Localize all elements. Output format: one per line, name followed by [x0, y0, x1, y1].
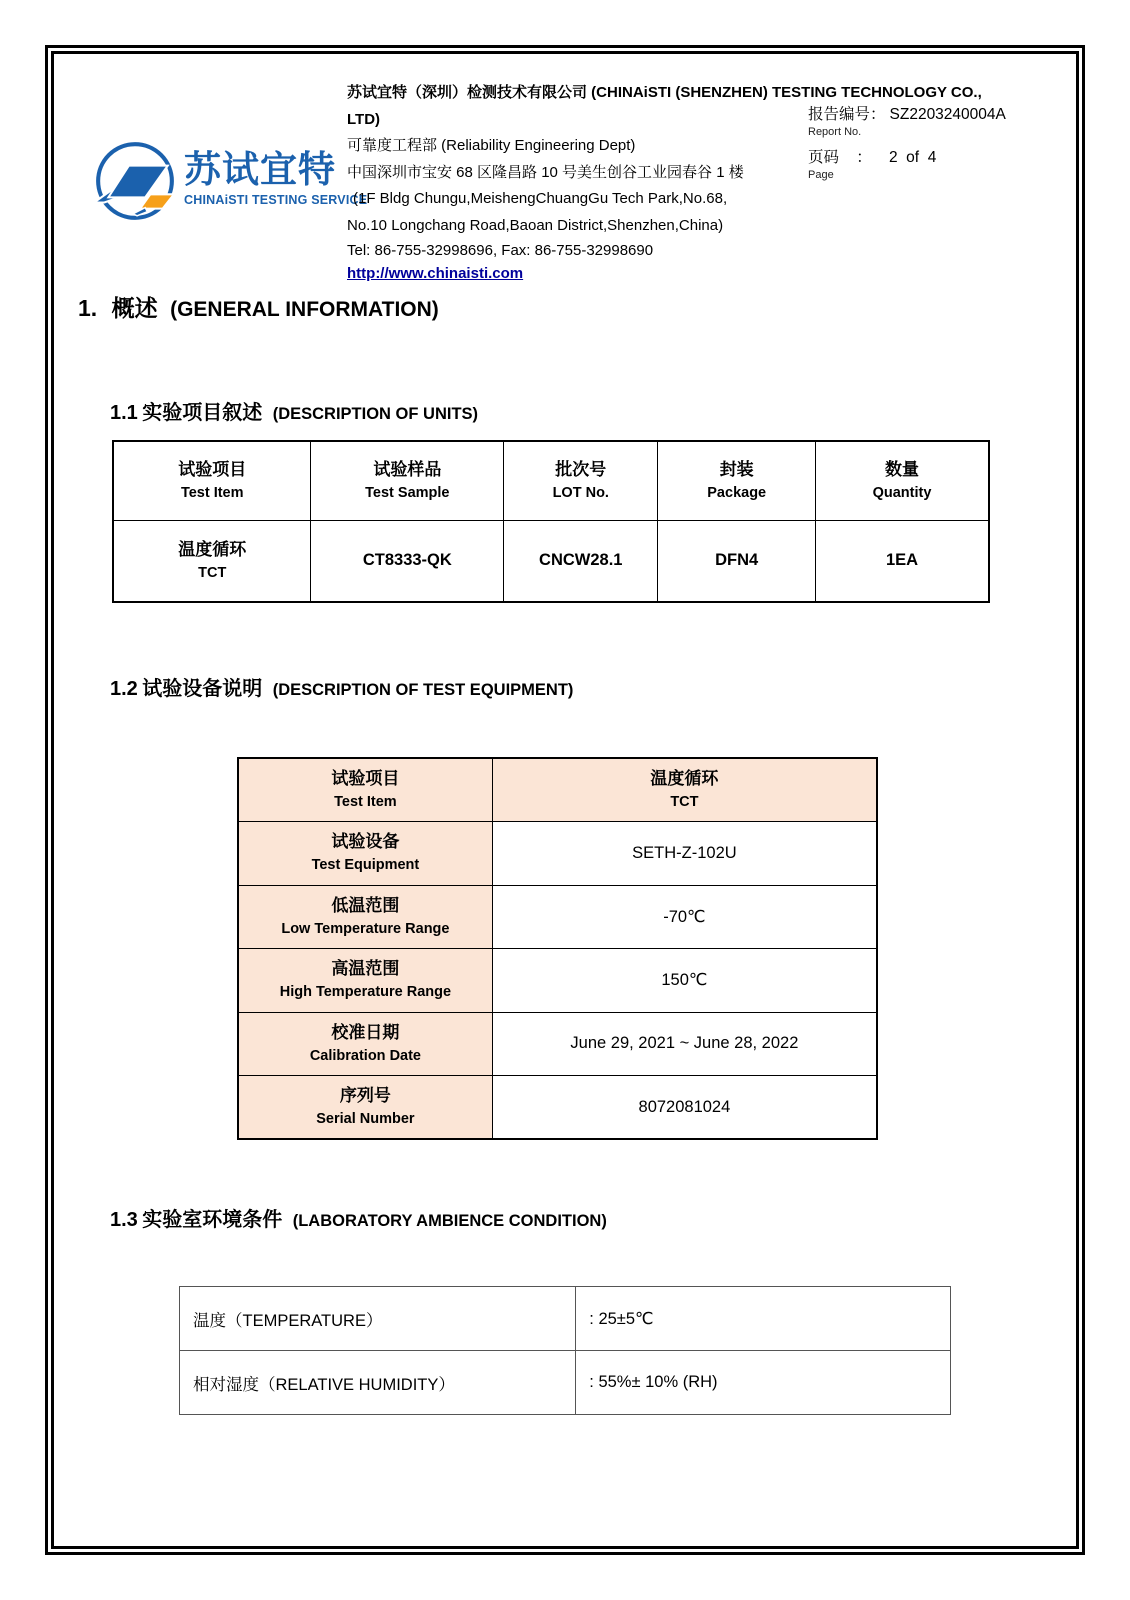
ambience-table — [179, 1286, 951, 1415]
brand-name-en: CHINAiSTI TESTING SERVICE — [184, 193, 368, 207]
company-logo-text — [184, 150, 367, 207]
equipment-value-serial-number: 8072081024 — [492, 1076, 877, 1140]
company-address-cn: 中国深圳市宝安 68 区隆昌路 10 号美生创谷工业园春谷 1 楼 — [347, 163, 744, 181]
equipment-table — [237, 757, 878, 1140]
units-table-data-row — [113, 520, 989, 602]
ambience-value-temperature: : 25±5℃ — [576, 1287, 951, 1351]
report-no-label-cn: 报告编号： — [808, 106, 886, 123]
report-meta-block — [808, 102, 1006, 181]
units-header-quantity: 数量 Quantity — [816, 441, 989, 520]
section-1-3-title-en: (LABORATORY AMBIENCE CONDITION) — [292, 1212, 607, 1230]
units-cell-test-item: 温度循环 TCT — [113, 520, 311, 602]
section-1-3-title-cn: 实验室环境条件 — [142, 1209, 283, 1231]
equipment-label-calibration-date: 校准日期 Calibration Date — [238, 1012, 492, 1076]
units-cell-package: DFN4 — [658, 520, 816, 602]
equipment-row-low-temp — [238, 885, 877, 949]
section-1-title-en: (GENERAL INFORMATION) — [170, 298, 439, 321]
page-label-en: Page — [808, 169, 834, 181]
equipment-label-test-item: 试验项目 Test Item — [238, 758, 492, 822]
equipment-label-test-equipment: 试验设备 Test Equipment — [238, 822, 492, 886]
ambience-value-humidity: : 55%± 10% (RH) — [576, 1351, 951, 1415]
ambience-row-temperature — [180, 1287, 951, 1351]
equipment-value-test-item: 温度循环 TCT — [492, 758, 877, 822]
units-header-test-item: 试验项目 Test Item — [113, 441, 311, 520]
section-1-title-cn: 概述 — [111, 295, 158, 321]
section-1-1-title-en: (DESCRIPTION OF UNITS) — [272, 405, 479, 423]
equipment-value-low-temp: -70℃ — [492, 885, 877, 949]
units-table — [112, 440, 990, 603]
company-address-en1: (1F Bldg Chungu,MeishengChuangGu Tech Park,No.68, — [353, 190, 728, 207]
units-header-lot-no: 批次号 LOT No. — [504, 441, 658, 520]
equipment-label-serial-number: 序列号 Serial Number — [238, 1076, 492, 1140]
section-1-1-title — [110, 396, 478, 425]
section-1-3-title — [110, 1203, 607, 1232]
ambience-label-temperature: 温度（TEMPERATURE） — [180, 1287, 576, 1351]
section-1-title — [78, 290, 439, 323]
section-1-3-number: 1.3 — [110, 1209, 138, 1231]
units-header-test-sample: 试验样品 Test Sample — [311, 441, 504, 520]
company-title-line2: LTD) — [347, 110, 381, 128]
page-number-line: 页码 ： 2 of 4 — [808, 149, 937, 166]
company-website-link[interactable]: http://www.chinaisti.com — [347, 265, 524, 282]
ambience-label-humidity: 相对湿度（RELATIVE HUMIDITY） — [180, 1351, 576, 1415]
section-1-number: 1. — [78, 295, 98, 321]
company-dept: 可靠度工程部 (Reliability Engineering Dept) — [347, 137, 636, 154]
company-title-line1: 苏试宜特（深圳）检测技术有限公司 (CHINAiSTI (SHENZHEN) TESTING TECHNOLOGY CO., — [347, 84, 982, 101]
company-address-en2: No.10 Longchang Road,Baoan District,Shenzhen,China) — [347, 216, 724, 234]
section-1-2-number: 1.2 — [110, 678, 138, 700]
company-tel-fax: Tel: 86-755-32998696, Fax: 86-755-32998690 — [347, 242, 654, 259]
units-header-package: 封装 Package — [658, 441, 816, 520]
report-no-value: SZ2203240004A — [889, 106, 1006, 123]
equipment-value-high-temp: 150℃ — [492, 949, 877, 1013]
units-table-header-row — [113, 441, 989, 520]
units-cell-lot-no: CNCW28.1 — [504, 520, 658, 602]
section-1-1-number: 1.1 — [110, 402, 138, 424]
company-logo-icon — [92, 138, 178, 224]
equipment-row-high-temp — [238, 949, 877, 1013]
section-1-2-title-en: (DESCRIPTION OF TEST EQUIPMENT) — [272, 681, 574, 699]
equipment-row-test-item — [238, 758, 877, 822]
units-cell-test-sample: CT8333-QK — [311, 520, 504, 602]
equipment-row-calibration-date — [238, 1012, 877, 1076]
equipment-row-test-equipment — [238, 822, 877, 886]
equipment-label-low-temp: 低温范围 Low Temperature Range — [238, 885, 492, 949]
report-no-label-en: Report No. — [808, 126, 862, 138]
brand-name-cn: 苏试宜特 — [184, 149, 336, 190]
section-1-1-title-cn: 实验项目叙述 — [142, 402, 263, 424]
ambience-row-humidity — [180, 1351, 951, 1415]
equipment-row-serial-number — [238, 1076, 877, 1140]
equipment-value-calibration-date: June 29, 2021 ~ June 28, 2022 — [492, 1012, 877, 1076]
equipment-value-test-equipment: SETH-Z-102U — [492, 822, 877, 886]
section-1-2-title — [110, 672, 573, 701]
equipment-label-high-temp: 高温范围 High Temperature Range — [238, 949, 492, 1013]
section-1-2-title-cn: 试验设备说明 — [142, 678, 263, 700]
units-cell-quantity: 1EA — [816, 520, 989, 602]
